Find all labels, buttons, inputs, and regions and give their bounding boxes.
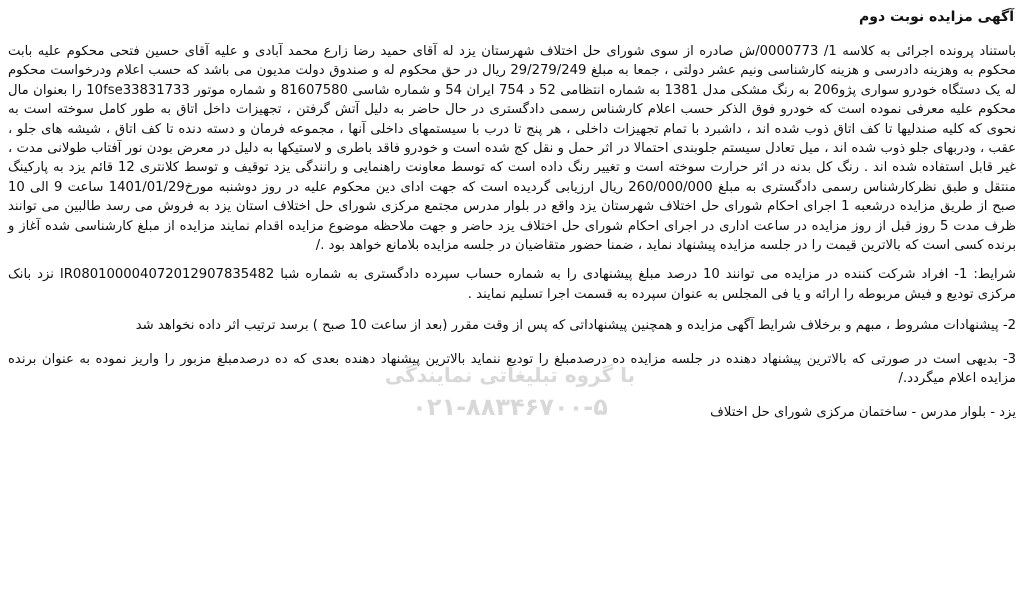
notice-address: یزد - بلوار مدرس - ساختمان مرکزی شورای حل اختلاف: [710, 404, 1016, 420]
condition-2: 2- پیشنهادات مشروط ، مبهم و برخلاف شرایط آگهی مزایده و همچنین پیشنهاداتی که پس از وقت مقرر (بعد از ساعت 10 صبح ) برسد ترتیب اثر داده نخواهد شد: [135, 318, 1016, 334]
auction-notice: [6, 6, 1018, 592]
watermark-phone: ۰۲۱-۸۸۳۴۶۷۰۰-۵: [412, 393, 608, 421]
notice-title: آگهی مزایده نوبت دوم: [858, 9, 1014, 25]
condition-1: شرایط: 1- افراد شرکت کننده در مزایده می توانند 10 درصد مبلغ پیشنهادی را به شماره حساب سپرده دادگستری به شماره شبا IR080100004072012907835482 نزد بانک مرکزی تودیع و فیش مربوطه را ارائه و یا فی المجلس به عنوان سپرده به قسمت اجرا تسلیم نمایند .: [8, 267, 1016, 302]
condition-3: 3- بدیهی است در صورتی که بالاترین پیشنهاد دهنده در جلسه مزایده ده درصدمبلغ را تودیع ننماید بالاترین پیشنهاد دهنده بعدی که ده درصدمبلغ مزبور را واریز نموده به عنوان برنده مزایده اعلام میگردد./: [8, 351, 1016, 387]
notice-body: باستناد پرونده اجرائی به کلاسه 1/ 0000773/ش صادره از سوی شورای حل اختلاف شهرستان یزد له آقای حمید رضا زارع محمد آبادی و علیه آقای حسین فتحی محکوم علیه بابت محکوم به وهزینه دادرسی و هزینه کارشناسی ونیم عشر دولتی ، جمعا به مبلغ 29/279/249 ریال در حق محکوم له و صندوق دولت مدیون می باشد که حسب اعلام ودرخواست محکوم له یک دستگاه خودرو سواری پژو206 به رنگ مشکی مدل 1381 به شماره انتظامی 52 د 754 ایران 54 و شماره شاسی 81607580 و شماره موتور 10fse33831733 را بعنوان مال محکوم علیه معرفی نموده است که خودرو فوق الذکر حسب اعلام کارشناس رسمی دادگستری در حال حاضر به دلیل آتش گرفتن ، تجهیزات داخل اتاق به طور کامل سوخته است به نحوی که کلیه صندلیها تا کف اتاق ذوب شده اند ، داشبرد با تمام تجهیزات داخلی ، هر پنج تا درب با سیستمهای داخلی آنها ، مجموعه فرمان و دسته دنده تا کف اتاق ، شیشه های جلو ، عقب ، ودربهای جلو ذوب شده اند ، میل تعادل سیستم جلوبندی احتمالا در اثر حمل و نقل کج شده است و خودرو فاقد باطری و لاستیکها به دلیل در معرض بودن نور آفتاب طولانی مدت ، غیر قابل استفاده شده اند . رنگ کل بدنه در اثر حرارت سوخته است و تغییر رنگ داده است که توسط معاونت راهنمایی و رانندگی یزد توقیف و توسط کلانتری 12 قائم یزد به پارکینگ منتقل و طبق نظرکارشناس رسمی دادگستری به مبلغ 260/000/000 ریال ارزیابی گردیده است که جهت ادای دین محکوم علیه در روز دوشنبه مورخ1401/01/29 ساعت 9 الی 10 صبح از طریق مزایده درشعبه 1 اجرای احکام شورای حل اختلاف شهرستان یزد واقع در بلوار مدرس مجتمع مرکزی شورای حل اختلاف استان یزد به فروش می رسد طالبین می توانند ظرف مدت 5 روز قبل از روز مزایده در ساعت اداری در اجرای احکام شورای حل اختلاف یزد حاضر و جهت ملاحظه موضوع مزایده اقدام نمایند مزایده از مبلغ کارشناسی شده آغاز و برنده کسی است که بالاترین قیمت را در جلسه مزایده پیشنهاد نماید ، ضمنا حضور متقاضیان در جلسه مزایده بلامانع خواهد بود ./: [8, 44, 1017, 254]
watermark-name: با گروه تبلیغاتی نمایندگی: [384, 363, 636, 387]
